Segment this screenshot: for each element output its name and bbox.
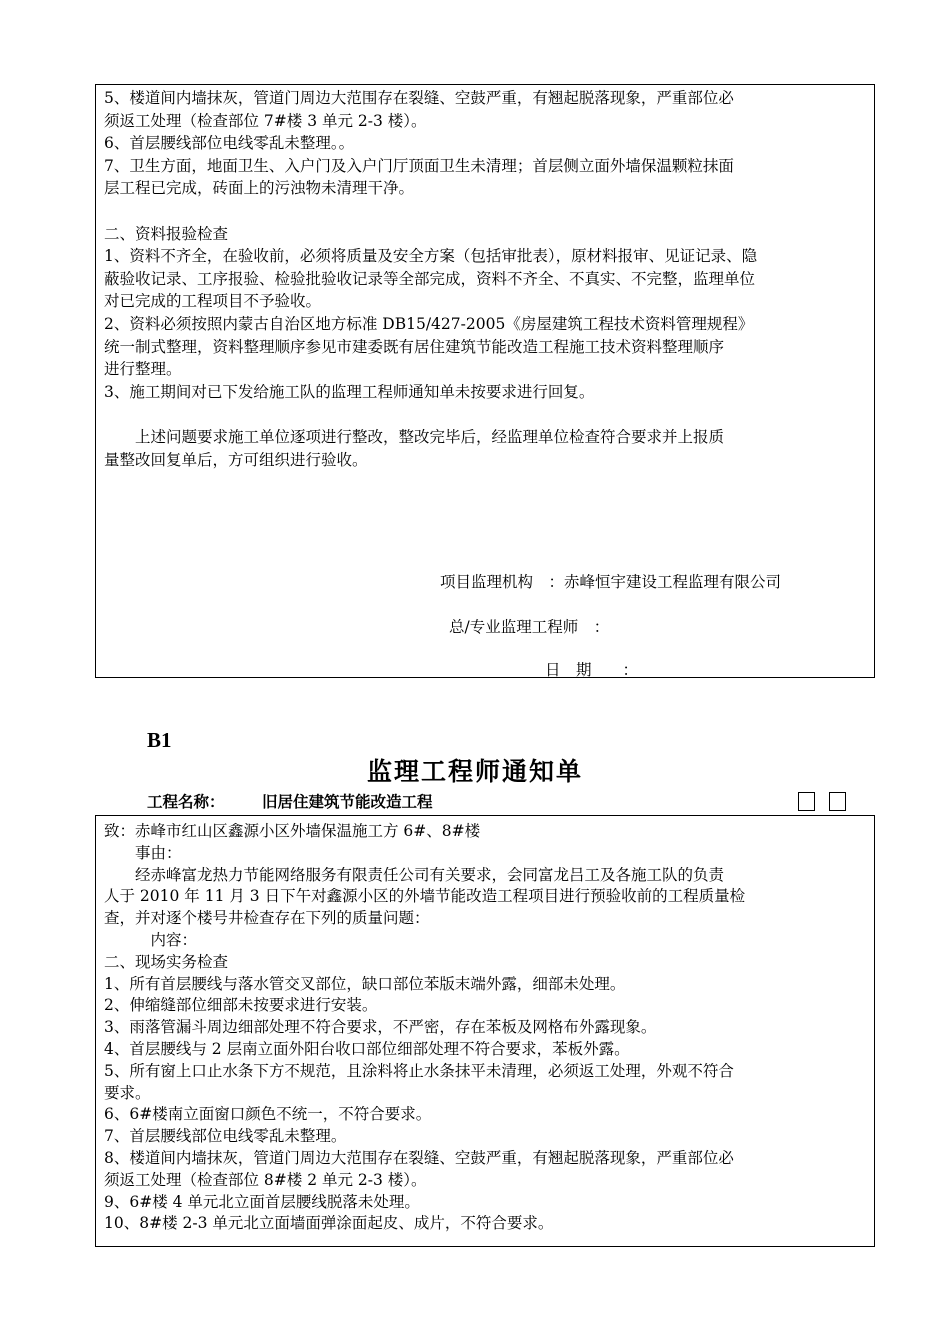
page-title: 监理工程师通知单 — [366, 757, 583, 786]
text-line: 3、雨落管漏斗周边细部处理不符合要求，不严密，存在苯板及网格布外露现象。 — [104, 1018, 657, 1037]
text-line: 上述问题要求施工单位逐项进行整改，整改完毕后，经监理单位检查符合要求并上报质 — [104, 428, 725, 446]
text-line: 1、所有首层腰线与落水管交叉部位，缺口部位苯版末端外露，细部未处理。 — [104, 974, 626, 993]
text-line: 7、首层腰线部位电线零乱未整理。 — [104, 1127, 347, 1146]
text-line: 5、所有窗上口止水条下方不规范，且涂料将止水条抹平未清理，必须返工处理，外观不符合 — [104, 1061, 734, 1080]
text-line: 层工程已完成，砖面上的污浊物未清理干净。 — [104, 179, 415, 198]
text-line: 6、首层腰线部位电线零乱未整理。。 — [104, 134, 355, 153]
engineer-signature-line: 总/专业监理工程师 ： — [449, 618, 610, 636]
text-line: 6、6#楼南立面窗口颜色不统一，不符合要求。 — [104, 1105, 432, 1124]
text-line: 内容： — [104, 931, 198, 949]
text-line: 须返工处理（检查部位 8#楼 2 单元 2-3 楼）。 — [104, 1170, 427, 1189]
supervision-org-line: 项目监理机构 ：赤峰恒宇建设工程监理有限公司 — [440, 573, 782, 591]
project-name-value: 旧居住建筑节能改造工程 — [262, 793, 433, 811]
text-line: 经赤峰富龙热力节能网络服务有限责任公司有关要求，会同富龙吕工及各施工队的负责 — [104, 865, 725, 884]
checkbox-2[interactable] — [829, 792, 846, 811]
text-line: 对已完成的工程项目不予验收。 — [104, 292, 322, 311]
text-line: 7、卫生方面，地面卫生、入户门及入户门厅顶面卫生未清理；首层侧立面外墙保温颗粒抹面 — [104, 156, 734, 175]
text-line: 5、楼道间内墙抹灰，管道门周边大范围存在裂缝、空鼓严重，有翘起脱落现象，严重部位必 — [104, 89, 734, 107]
form-code: B1 — [147, 728, 172, 752]
text-line: 统一制式整理，资料整理顺序参见市建委既有居住建筑节能改造工程施工技术资料整理顺序 — [104, 337, 725, 356]
project-name-label: 工程名称： — [147, 793, 225, 811]
text-line: 量整改回复单后，方可组织进行验收。 — [104, 450, 368, 469]
text-line: 要求。 — [104, 1083, 151, 1102]
text-line: 进行整理。 — [104, 360, 182, 379]
checkbox-1[interactable] — [798, 792, 815, 811]
text-line: 1、资料不齐全，在验收前，必须将质量及安全方案（包括审批表），原材料报审、见证记录、隐 — [104, 247, 758, 266]
text-line: 10、8#楼 2-3 单元北立面墙面弹涂面起皮、成片，不符合要求。 — [104, 1214, 554, 1233]
text-line: 4、首层腰线与 2 层南立面外阳台收口部位细部处理不符合要求，苯板外露。 — [104, 1040, 630, 1058]
text-line: 2、伸缩缝部位细部未按要求进行安装。 — [104, 996, 378, 1015]
text-line: 蔽验收记录、工序报验、检验批验收记录等全部完成，资料不齐全、不真实、不完整，监理单位 — [104, 269, 756, 288]
text-line: 查，并对逐个楼号井检查存在下列的质量问题： — [104, 909, 430, 928]
text-line: 须返工处理（检查部位 7#楼 3 单元 2-3 楼）。 — [104, 111, 427, 130]
text-line: 事由： — [104, 843, 182, 862]
text-line: 致：赤峰市红山区鑫源小区外墙保温施工方 6#、8#楼 — [104, 822, 481, 840]
date-line: 日 期 ： — [545, 661, 639, 679]
text-line: 2、资料必须按照内蒙古自治区地方标准 DB15/427-2005《房屋建筑工程技术资料管理规程》 — [104, 315, 754, 333]
text-line: 二、资料报验检查 — [104, 224, 229, 243]
text-line: 人于 2010 年 11 月 3 日下午对鑫源小区的外墙节能改造工程项目进行预验收前的工程质量检 — [104, 887, 746, 906]
text-line: 9、6#楼 4 单元北立面首层腰线脱落未处理。 — [104, 1192, 420, 1211]
text-line: 3、施工期间对已下发给施工队的监理工程师通知单未按要求进行回复。 — [104, 382, 595, 401]
text-line: 8、楼道间内墙抹灰，管道门周边大范围存在裂缝、空鼓严重，有翘起脱落现象，严重部位必 — [104, 1149, 734, 1167]
text-line: 二、现场实务检查 — [104, 952, 229, 971]
